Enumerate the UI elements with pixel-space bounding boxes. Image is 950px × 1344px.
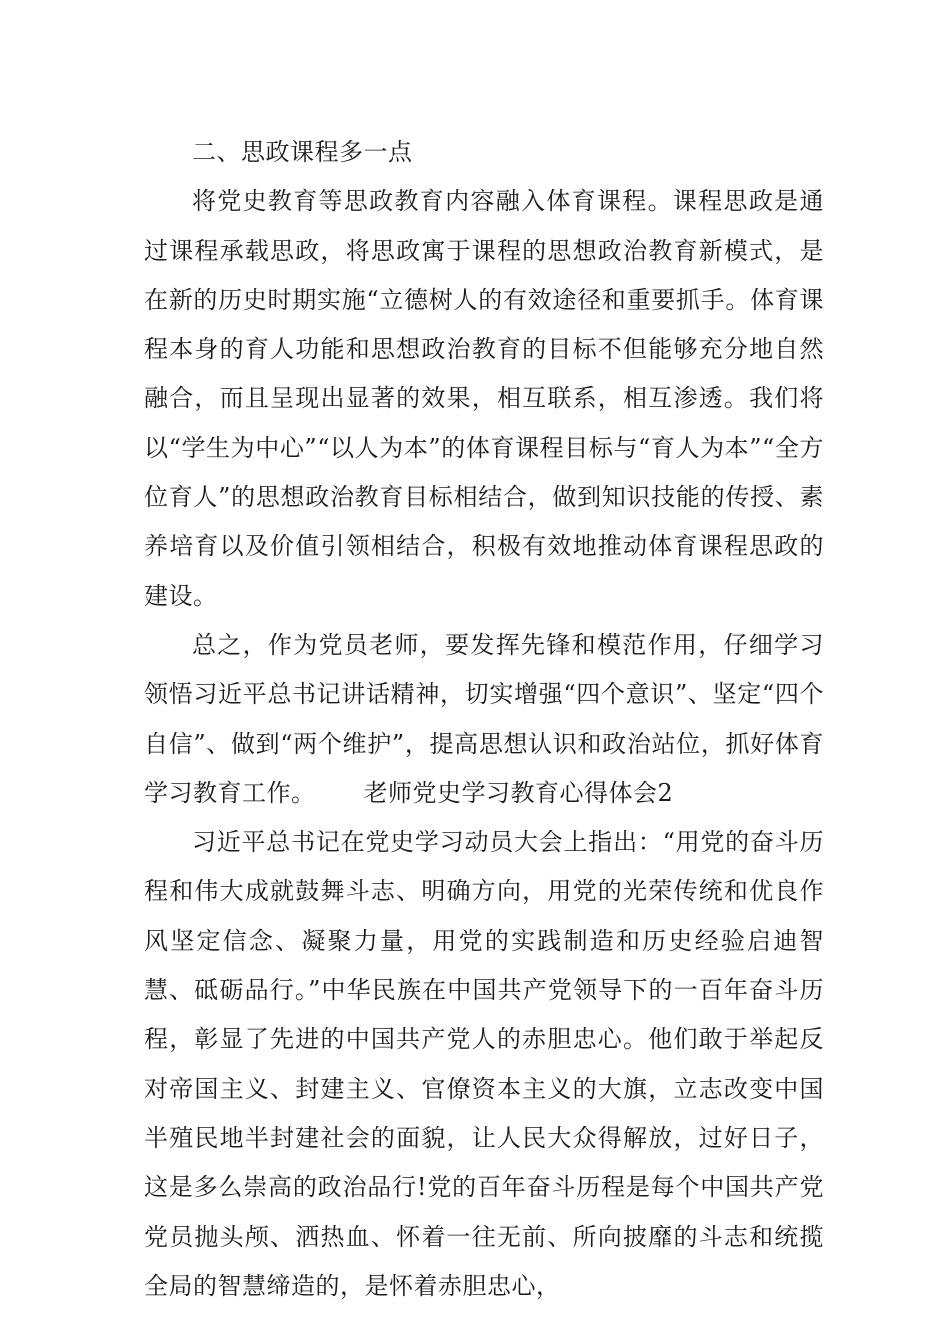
paragraph-conclusion bbox=[144, 621, 824, 818]
paragraph-speech: 习近平总书记在党史学习动员大会上指出：“用党的奋斗历程和伟大成就鼓舞斗志、明确方向，用党的光荣传统和优良作风坚定信念、凝聚力量，用党的实践制造和历史经验启迪智慧、砥砺品行。”中华民族在中国共产党领导下的一百年奋斗历程，彰显了先进的中国共产党人的赤胆忠心。他们敢于举起反对帝国主义、封建主义、官僚资本主义的大旗，立志改变中国半殖民地半封建社会的面貌，让人民大众得解放，过好日子，这是多么崇高的政治品行!党的百年奋斗历程是每个中国共产党党员抛头颅、洒热血、怀着一往无前、所向披靡的斗志和统揽全局的智慧缔造的，是怀着赤胆忠心， bbox=[144, 828, 824, 1300]
document-body bbox=[144, 128, 824, 1311]
paragraph-course-ideology: 将党史教育等思政教育内容融入体育课程。课程思政是通过课程承载思政，将思政寓于课程的思想政治教育新模式，是在新的历史时期实施“立德树人的有效途径和重要抓手。体育课程本身的育人功能和思想政治教育的目标不但能够充分地自然融合，而且呈现出显著的效果，相互联系，相互渗透。我们将以“学生为中心”“以人为本”的体育课程目标与“育人为本”“全方位育人”的思想政治教育目标相结合，做到知识技能的传授、素养培育以及价值引领相结合，积极有效地推动体育课程思政的建设。 bbox=[144, 187, 824, 610]
paragraph-conclusion-text: 总之，作为党员老师，要发挥先锋和模范作用，仔细学习领悟习近平总书记讲话精神，切实增强“四个意识”、坚定“四个自信”、做到“两个维护”，提高思想认识和政治站位，抓好体育学习教育工作。 bbox=[144, 630, 824, 807]
section-heading: 二、思政课程多一点 bbox=[192, 138, 413, 166]
essay-title: 老师党史学习教育心得体会2 bbox=[363, 778, 674, 807]
